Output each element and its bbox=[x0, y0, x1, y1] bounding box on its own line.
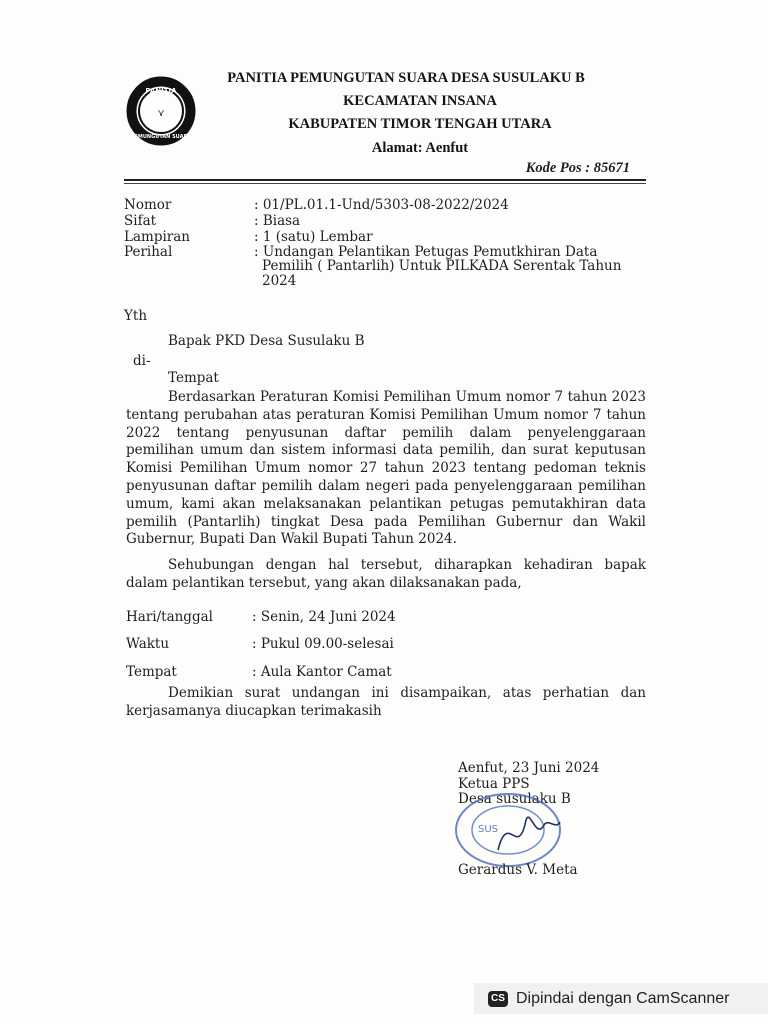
schedule-label: Tempat bbox=[126, 664, 177, 680]
header-divider-thin bbox=[124, 183, 646, 184]
svg-text:SUS: SUS bbox=[478, 824, 499, 835]
schedule-label: Waktu bbox=[126, 636, 170, 652]
meta-value: Pemilih ( Pantarlih) Untuk PILKADA Serentak Tahun bbox=[262, 258, 622, 274]
meta-value: : Biasa bbox=[254, 213, 301, 229]
body-paragraph-closing: Demikian surat undangan ini disampaikan, atas perhatian dan kerjasamanya diucapkan terimakasih bbox=[126, 685, 646, 719]
signature-org: Desa susulaku B bbox=[458, 791, 571, 807]
salutation-yth: Yth bbox=[124, 308, 148, 324]
schedule-label: Hari/tanggal bbox=[126, 609, 213, 625]
committee-logo bbox=[126, 76, 196, 146]
svg-text:⋎: ⋎ bbox=[157, 108, 165, 119]
schedule-value: : Senin, 24 Juni 2024 bbox=[252, 609, 396, 625]
camscanner-label: Dipindai dengan CamScanner bbox=[516, 989, 730, 1007]
header-address: Alamat: Aenfut bbox=[371, 140, 469, 156]
meta-label: Perihal bbox=[124, 244, 173, 260]
addressee-name: Bapak PKD Desa Susulaku B bbox=[168, 333, 365, 349]
meta-value: 2024 bbox=[262, 273, 297, 289]
meta-label: Lampiran bbox=[124, 229, 190, 245]
header-committee-name: PANITIA PEMUNGUTAN SUARA DESA SUSULAKU B bbox=[227, 70, 585, 86]
meta-label: Sifat bbox=[124, 213, 157, 229]
addressee-place: Tempat bbox=[168, 370, 219, 386]
header-postal-code: Kode Pos : 85671 bbox=[525, 160, 630, 176]
signatory-name: Gerardus V. Meta bbox=[458, 862, 578, 878]
body-paragraph-1: Berdasarkan Peraturan Komisi Pemilihan Umum nomor 7 tahun 2023 tentang perubahan atas peraturan Komisi Pemilihan Umum nomor 7 tahun 2022 tentang penyusunan daftar pemilih dalam penyelenggaraan pemilihan umum dan sistem informasi data pemilih, dan surat keputusan Komisi Pemilihan Umum nomor 27 tahun 2023 tentang pedoman teknis penyusunan daftar pemilih dalam negeri pada penyelenggaraan pemilihan umum, kami akan melaksanakan pelantikan petugas pemutakhiran data pemilih (Pantarlih) tingkat Desa pada Pemilihan Gubernur dan Wakil Gubernur, Bupati Dan Wakil Bupati Tahun 2024. bbox=[126, 389, 646, 548]
meta-value: : 01/PL.01.1-Und/5303-08-2022/2024 bbox=[254, 197, 509, 213]
camscanner-icon: CS bbox=[488, 991, 508, 1007]
meta-label: Nomor bbox=[124, 197, 172, 213]
official-stamp bbox=[448, 790, 578, 870]
addressee-di: di- bbox=[133, 353, 151, 369]
header-district: KECAMATAN INSANA bbox=[343, 93, 497, 109]
body-paragraph-2: Sehubungan dengan hal tersebut, diharapkan kehadiran bapak dalam pelantikan tersebut, yang akan dilaksanakan pada, bbox=[126, 557, 646, 591]
signature-role: Ketua PPS bbox=[458, 776, 530, 792]
schedule-value: : Aula Kantor Camat bbox=[252, 664, 392, 680]
signature-date: Aenfut, 23 Juni 2024 bbox=[458, 760, 600, 776]
camscanner-watermark bbox=[474, 983, 768, 1014]
schedule-value: : Pukul 09.00-selesai bbox=[252, 636, 394, 652]
header-regency: KABUPATEN TIMOR TENGAH UTARA bbox=[288, 116, 552, 132]
svg-text:PANITIA: PANITIA bbox=[145, 87, 177, 95]
meta-value: : 1 (satu) Lembar bbox=[254, 229, 373, 245]
header-divider bbox=[124, 179, 646, 181]
svg-text:PEMUNGUTAN SUARA: PEMUNGUTAN SUARA bbox=[130, 134, 192, 140]
meta-value: : Undangan Pelantikan Petugas Pemutkhiran Data bbox=[254, 244, 598, 260]
